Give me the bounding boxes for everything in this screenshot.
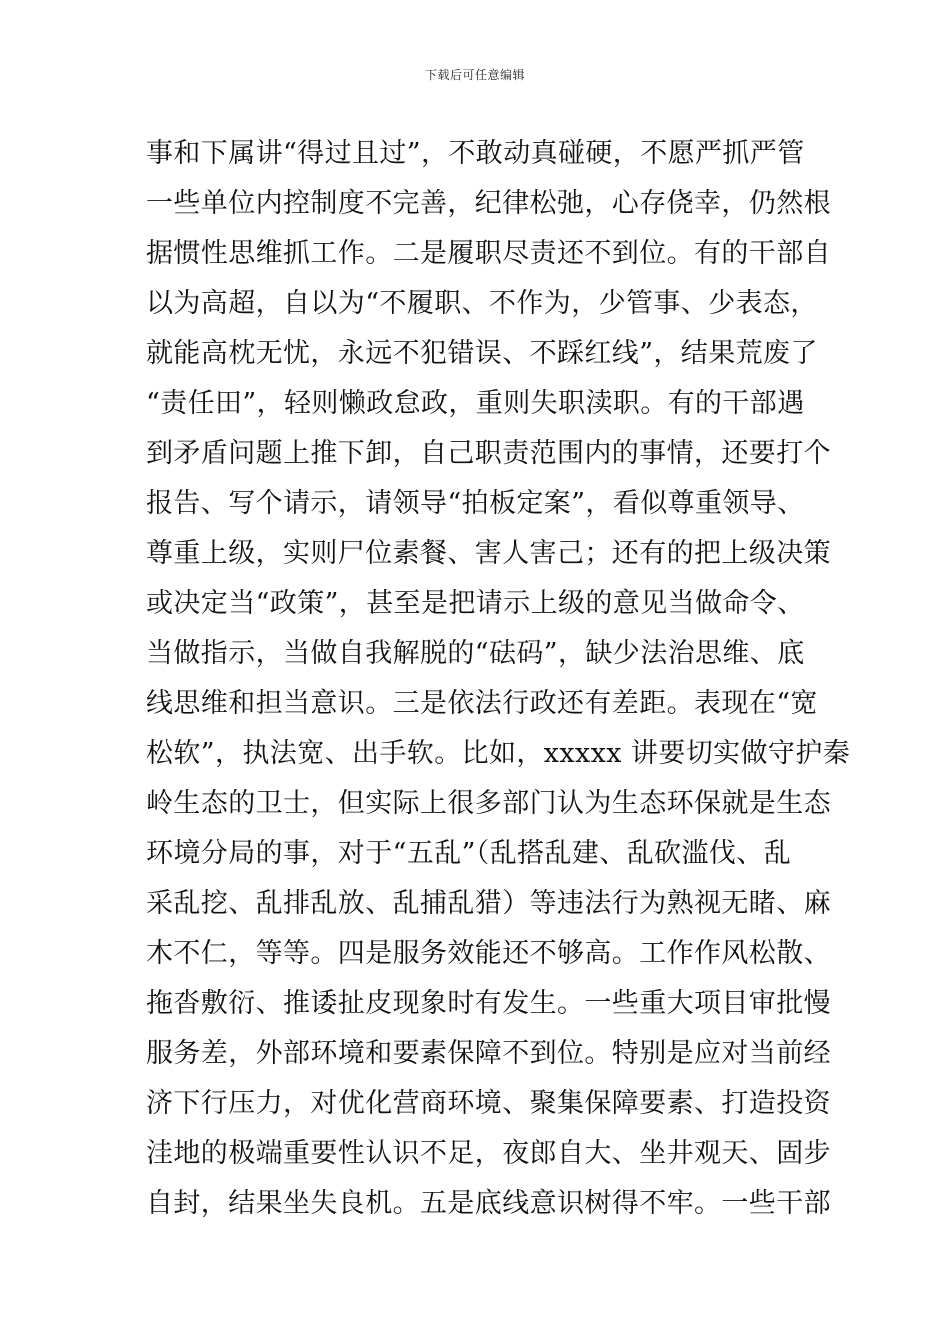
text-line: 尊重上级，实则尸位素餐、害人害己；还有的把上级决策 xyxy=(146,538,831,569)
text-line: 木不仁，等等。四是服务效能还不够高。工作作风松散、 xyxy=(146,938,831,969)
text-line: 或决定当“政策”，甚至是把请示上级的意见当做命令、 xyxy=(146,588,805,619)
text-line: “责任田”，轻则懒政怠政，重则失职渎职。有的干部遇 xyxy=(146,388,805,419)
body-paragraph xyxy=(146,129,851,1229)
text-line: 济下行压力，对优化营商环境、聚集保障要素、打造投资 xyxy=(146,1088,831,1119)
text-line: 采乱挖、乱排乱放、乱捕乱猎）等违法行为熟视无睹、麻 xyxy=(146,888,831,919)
text-line: 事和下属讲“得过且过”，不敢动真碰硬，不愿严抓严管 xyxy=(146,138,805,169)
text-line: 当做指示，当做自我解脱的“砝码”，缺少法治思维、底 xyxy=(146,638,805,669)
text-line: 据惯性思维抓工作。二是履职尽责还不到位。有的干部自 xyxy=(146,238,831,269)
text-line: 一些单位内控制度不完善，纪律松弛，心存侥幸，仍然根 xyxy=(146,188,831,219)
text-line: 到矛盾问题上推下卸，自己职责范围内的事情，还要打个 xyxy=(146,438,831,469)
text-line: 报告、写个请示，请领导“拍板定案”，看似尊重领导、 xyxy=(146,488,805,519)
text-line: 就能高枕无忧，永远不犯错误、不踩红线”，结果荒废了 xyxy=(146,338,818,369)
text-line: 拖沓敷衍、推诿扯皮现象时有发生。一些重大项目审批慢 xyxy=(146,988,831,1019)
text-line: 线思维和担当意识。三是依法行政还有差距。表现在“宽 xyxy=(146,688,818,719)
text-line: 洼地的极端重要性认识不足，夜郎自大、坐井观天、固步 xyxy=(146,1138,831,1169)
text-line: 岭生态的卫士，但实际上很多部门认为生态环保就是生态 xyxy=(146,788,831,819)
text-line: 环境分局的事，对于“五乱”（乱搭乱建、乱砍滥伐、乱 xyxy=(146,838,792,869)
text-line: 以为高超，自以为“不履职、不作为，少管事、少表态， xyxy=(146,288,818,319)
text-line: 自封，结果坐失良机。五是底线意识树得不牢。一些干部 xyxy=(146,1188,831,1219)
text-line: 服务差，外部环境和要素保障不到位。特别是应对当前经 xyxy=(146,1038,831,1069)
page-header-note: 下载后可任意编辑 xyxy=(424,68,525,82)
text-line: 松软”，执法宽、出手软。比如，xxxxx 讲要切实做守护秦 xyxy=(146,738,851,769)
